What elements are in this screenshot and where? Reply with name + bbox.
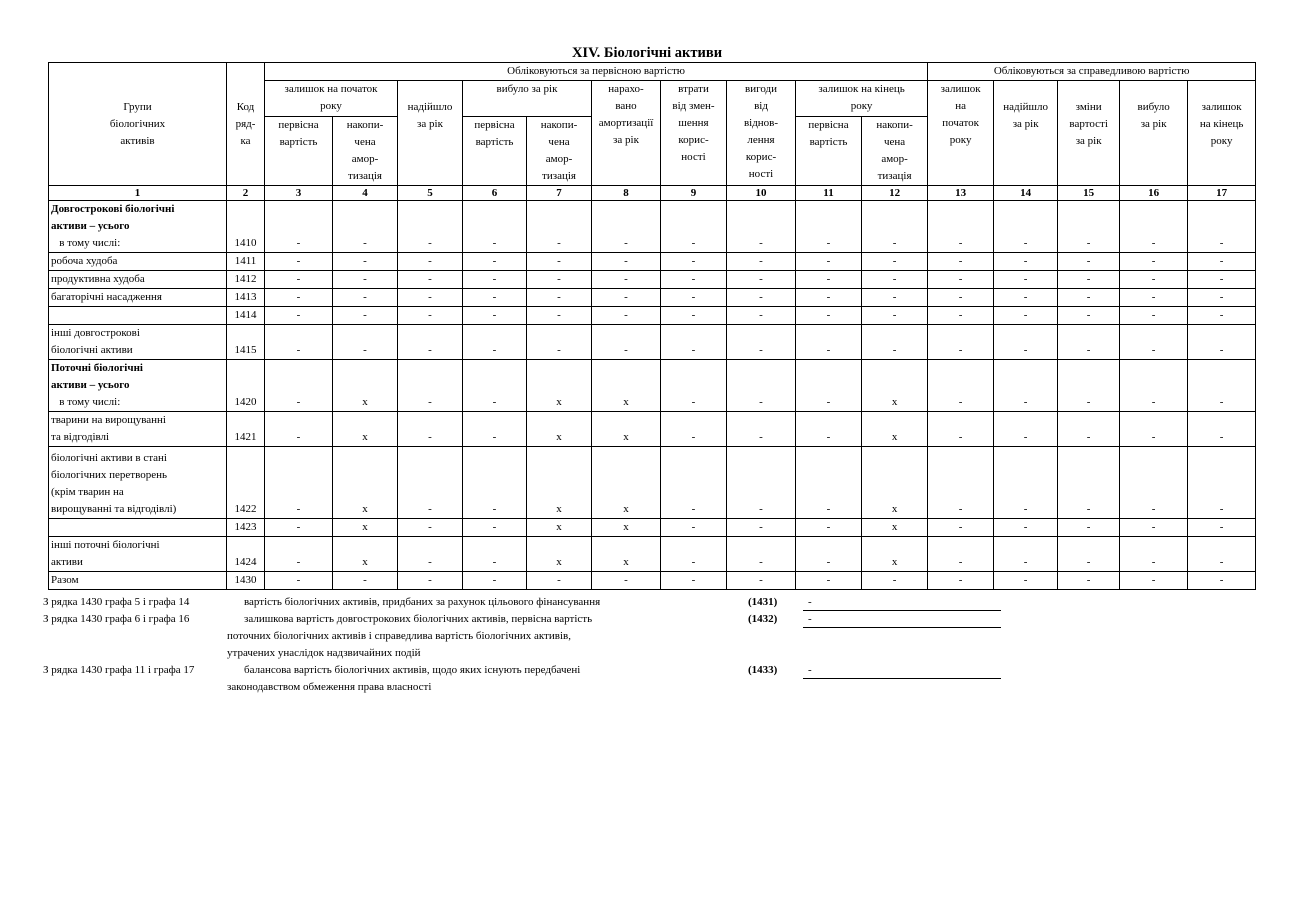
table-cell: -	[928, 360, 994, 412]
row-label-text: біологічні активи в стані біологічних перетворень (крім тварин на вирощуванні та відгодівлі)	[51, 452, 177, 515]
table-cell: -	[1188, 307, 1256, 325]
row-label-text: багаторічні насадження	[51, 291, 162, 303]
row-code: 1430	[227, 572, 265, 590]
table-cell: -	[727, 447, 796, 519]
table-cell: -	[1058, 201, 1120, 253]
table-cell: -	[727, 537, 796, 572]
table-cell: -	[862, 325, 928, 360]
table-row	[49, 307, 1256, 325]
header-balance-end: залишок на кінець року	[796, 81, 928, 117]
table-cell: -	[463, 253, 527, 271]
table-cell: -	[1120, 253, 1188, 271]
column-number: 12	[862, 186, 928, 201]
table-cell: -	[527, 201, 592, 253]
table-cell: -	[592, 271, 661, 289]
table-cell: -	[1188, 289, 1256, 307]
table-cell: -	[928, 519, 994, 537]
table-cell: x	[862, 447, 928, 519]
row-code: 1414	[227, 307, 265, 325]
table-cell: -	[265, 360, 333, 412]
table-cell: -	[661, 447, 727, 519]
column-number: 4	[333, 186, 398, 201]
header-groups: Групи біологічних активів	[49, 63, 227, 186]
table-cell: -	[592, 325, 661, 360]
table-cell: -	[928, 271, 994, 289]
table-cell: -	[463, 271, 527, 289]
table-row	[49, 519, 1256, 537]
note-value: -	[803, 594, 1001, 611]
table-cell: -	[928, 447, 994, 519]
table-cell: -	[796, 307, 862, 325]
table-cell: x	[862, 412, 928, 447]
table-cell: -	[928, 307, 994, 325]
table-cell: -	[796, 412, 862, 447]
row-sublabel: в тому числі:	[51, 396, 121, 408]
column-number: 10	[727, 186, 796, 201]
biological-assets-table	[48, 62, 1256, 590]
note-reference: З рядка 1430 графа 11 і графа 17	[43, 664, 195, 676]
table-cell: -	[265, 519, 333, 537]
column-numbers-row	[49, 186, 1256, 201]
table-cell: -	[265, 572, 333, 590]
row-label-text: робоча худоба	[51, 255, 118, 267]
note-text: вартість біологічних активів, придбаних за рахунок цільового фінансування	[244, 596, 601, 608]
table-cell: -	[928, 289, 994, 307]
table-cell: -	[463, 412, 527, 447]
table-row	[49, 412, 1256, 447]
table-cell: -	[463, 289, 527, 307]
note-line	[43, 611, 1043, 628]
table-cell: -	[727, 271, 796, 289]
table-cell: -	[592, 201, 661, 253]
row-label	[49, 201, 227, 253]
table-cell: -	[1120, 325, 1188, 360]
row-label-text: Разом	[51, 574, 79, 586]
row-code: 1420	[227, 360, 265, 412]
table-cell: -	[398, 572, 463, 590]
row-code: 1410	[227, 201, 265, 253]
table-cell: -	[1120, 537, 1188, 572]
column-number: 1	[49, 186, 227, 201]
column-number: 3	[265, 186, 333, 201]
table-cell: -	[796, 572, 862, 590]
table-cell: -	[1058, 253, 1120, 271]
table-cell: -	[994, 360, 1058, 412]
row-label	[49, 447, 227, 519]
table-cell: -	[796, 360, 862, 412]
table-cell: -	[796, 537, 862, 572]
table-cell: -	[661, 201, 727, 253]
table-cell: x	[333, 537, 398, 572]
note-continuation: утрачених унаслідок надзвичайних подій	[227, 647, 421, 659]
table-cell: -	[661, 289, 727, 307]
table-cell: -	[994, 537, 1058, 572]
row-code: 1412	[227, 271, 265, 289]
table-cell: x	[592, 447, 661, 519]
table-cell: -	[527, 271, 592, 289]
note-continuation: законодавством обмеження права власності	[227, 681, 432, 693]
table-cell: -	[1058, 537, 1120, 572]
table-cell: -	[398, 537, 463, 572]
header-depreciation: нарахо- вано амортизації за рік	[592, 81, 661, 186]
column-number: 8	[592, 186, 661, 201]
header-disposed: вибуло за рік	[463, 81, 592, 117]
table-cell: x	[862, 360, 928, 412]
table-row	[49, 201, 1256, 253]
header-fair-value: Обліковуються за справедливою вартістю	[928, 63, 1256, 81]
table-cell: -	[592, 572, 661, 590]
table-cell: -	[994, 289, 1058, 307]
table-cell: -	[265, 201, 333, 253]
table-cell: -	[592, 289, 661, 307]
table-cell: -	[333, 307, 398, 325]
table-cell: -	[862, 271, 928, 289]
table-cell: -	[333, 325, 398, 360]
table-cell: -	[265, 253, 333, 271]
row-code: 1424	[227, 537, 265, 572]
table-cell: -	[1188, 537, 1256, 572]
table-cell: -	[265, 412, 333, 447]
table-cell: -	[994, 572, 1058, 590]
header-balance-start: залишок на початок року	[265, 81, 398, 117]
table-cell: x	[527, 519, 592, 537]
table-cell: -	[1120, 271, 1188, 289]
row-label	[49, 360, 227, 412]
table-cell: -	[661, 572, 727, 590]
table-cell: x	[862, 537, 928, 572]
row-code: 1421	[227, 412, 265, 447]
table-cell: -	[928, 537, 994, 572]
table-cell: -	[333, 253, 398, 271]
table-cell: -	[592, 253, 661, 271]
table-row	[49, 325, 1256, 360]
table-cell: -	[994, 447, 1058, 519]
table-cell: -	[862, 307, 928, 325]
table-cell: -	[994, 519, 1058, 537]
table-cell: -	[398, 289, 463, 307]
table-cell: -	[1120, 307, 1188, 325]
table-cell: -	[928, 325, 994, 360]
table-cell: -	[727, 325, 796, 360]
table-cell: -	[265, 537, 333, 572]
table-cell: -	[727, 201, 796, 253]
table-cell: -	[661, 412, 727, 447]
table-cell: x	[592, 412, 661, 447]
header-accum-amort: накопи- чена амор- тизація	[862, 117, 928, 186]
table-cell: -	[265, 325, 333, 360]
table-cell: -	[1120, 289, 1188, 307]
table-row	[49, 253, 1256, 271]
table-cell: -	[928, 253, 994, 271]
table-cell: x	[862, 519, 928, 537]
column-number: 14	[994, 186, 1058, 201]
header-accum-amort: накопи- чена амор- тизація	[527, 117, 592, 186]
table-cell: -	[265, 289, 333, 307]
table-cell: -	[1058, 289, 1120, 307]
note-code: (1431)	[748, 596, 778, 608]
table-cell: -	[928, 201, 994, 253]
table-cell: x	[333, 412, 398, 447]
table-row	[49, 537, 1256, 572]
table-cell: -	[661, 519, 727, 537]
table-cell: -	[463, 201, 527, 253]
table-cell: -	[796, 325, 862, 360]
note-line	[43, 594, 1043, 611]
header-initial-value: первісна вартість	[796, 117, 862, 186]
table-cell: -	[463, 537, 527, 572]
header-initial-value: первісна вартість	[265, 117, 333, 186]
table-cell: -	[527, 325, 592, 360]
table-cell: -	[1120, 412, 1188, 447]
table-cell: -	[796, 519, 862, 537]
table-cell: -	[994, 201, 1058, 253]
table-cell: -	[527, 572, 592, 590]
header-accum-amort: накопи- чена амор- тизація	[333, 117, 398, 186]
table-cell: x	[527, 412, 592, 447]
row-label	[49, 271, 227, 289]
table-cell: -	[862, 572, 928, 590]
table-cell: -	[796, 201, 862, 253]
table-cell: -	[1058, 325, 1120, 360]
note-code: (1433)	[748, 664, 778, 676]
header-initial-value: первісна вартість	[463, 117, 527, 186]
table-cell: -	[796, 271, 862, 289]
table-cell: -	[463, 325, 527, 360]
row-label	[49, 289, 227, 307]
row-code: 1415	[227, 325, 265, 360]
row-label-text: інші довгострокові біологічні активи	[51, 327, 140, 356]
row-label-text: тварини на вирощуванні та відгодівлі	[51, 414, 166, 443]
header-initial-cost: Обліковуються за первісною вартістю	[265, 63, 928, 81]
table-cell: x	[592, 360, 661, 412]
note-code: (1432)	[748, 613, 778, 625]
header-received: надійшло за рік	[398, 81, 463, 186]
table-cell: -	[463, 307, 527, 325]
table-cell: -	[1188, 325, 1256, 360]
table-cell: -	[1188, 271, 1256, 289]
table-cell: -	[661, 271, 727, 289]
table-cell: -	[1120, 447, 1188, 519]
column-number: 6	[463, 186, 527, 201]
table-cell: -	[333, 201, 398, 253]
header-fv-received: надійшло за рік	[994, 81, 1058, 186]
table-cell: -	[862, 253, 928, 271]
table-cell: -	[1120, 201, 1188, 253]
table-cell: -	[994, 412, 1058, 447]
header-fv-end: залишок на кінець року	[1188, 81, 1256, 186]
table-cell: -	[1188, 519, 1256, 537]
table-cell: -	[994, 253, 1058, 271]
table-cell: -	[661, 253, 727, 271]
row-code: 1422	[227, 447, 265, 519]
table-cell: -	[1058, 447, 1120, 519]
table-cell: -	[727, 519, 796, 537]
table-cell: -	[994, 307, 1058, 325]
table-cell: -	[862, 201, 928, 253]
table-cell: x	[333, 519, 398, 537]
table-cell: -	[661, 537, 727, 572]
table-row	[49, 572, 1256, 590]
table-row	[49, 271, 1256, 289]
note-reference: З рядка 1430 графа 5 і графа 14	[43, 596, 190, 608]
table-cell: -	[727, 307, 796, 325]
table-cell: -	[1058, 412, 1120, 447]
table-cell: -	[994, 271, 1058, 289]
column-number: 17	[1188, 186, 1256, 201]
table-cell: -	[398, 271, 463, 289]
column-number: 7	[527, 186, 592, 201]
table-cell: -	[1188, 253, 1256, 271]
table-cell: -	[928, 572, 994, 590]
table-cell: -	[994, 325, 1058, 360]
column-number: 11	[796, 186, 862, 201]
row-sublabel: в тому числі:	[51, 237, 121, 249]
table-cell: -	[727, 289, 796, 307]
table-cell: -	[1188, 201, 1256, 253]
table-cell: -	[727, 360, 796, 412]
row-code: 1423	[227, 519, 265, 537]
table-cell: -	[1058, 307, 1120, 325]
table-cell: -	[1058, 572, 1120, 590]
row-label	[49, 307, 227, 325]
table-cell: -	[1120, 360, 1188, 412]
table-cell: -	[1058, 519, 1120, 537]
table-cell: -	[1120, 572, 1188, 590]
table-cell: x	[592, 519, 661, 537]
table-cell: -	[1058, 271, 1120, 289]
header-fv-start: залишок на початок року	[928, 81, 994, 186]
table-cell: -	[463, 360, 527, 412]
table-cell: -	[796, 447, 862, 519]
row-code: 1413	[227, 289, 265, 307]
table-cell: -	[333, 289, 398, 307]
table-cell: -	[398, 447, 463, 519]
table-row	[49, 289, 1256, 307]
header-fv-changes: зміни вартості за рік	[1058, 81, 1120, 186]
table-cell: -	[398, 253, 463, 271]
table-cell: x	[527, 537, 592, 572]
table-cell: -	[661, 307, 727, 325]
table-cell: -	[928, 412, 994, 447]
table-cell: -	[398, 519, 463, 537]
table-cell: -	[661, 360, 727, 412]
header-code: Код ряд- ка	[227, 63, 265, 186]
row-label	[49, 325, 227, 360]
column-number: 2	[227, 186, 265, 201]
table-cell: -	[398, 412, 463, 447]
row-label	[49, 572, 227, 590]
note-text: балансова вартість біологічних активів, щодо яких існують передбачені	[244, 664, 581, 676]
table-cell: -	[527, 253, 592, 271]
table-cell: -	[463, 572, 527, 590]
column-number: 15	[1058, 186, 1120, 201]
row-label-text: продуктивна худоба	[51, 273, 145, 285]
table-cell: -	[463, 447, 527, 519]
row-code: 1411	[227, 253, 265, 271]
table-cell: -	[265, 307, 333, 325]
header-fv-disposed: вибуло за рік	[1120, 81, 1188, 186]
column-number: 9	[661, 186, 727, 201]
table-cell: -	[1058, 360, 1120, 412]
header-impairment-gain: вигоди від віднов- лення корис- ності	[727, 81, 796, 186]
table-cell: x	[592, 537, 661, 572]
table-cell: -	[398, 360, 463, 412]
header-impairment-loss: втрати від змен- шення корис- ності	[661, 81, 727, 186]
table-cell: x	[527, 360, 592, 412]
table-cell: -	[265, 447, 333, 519]
table-cell: x	[527, 447, 592, 519]
section-title: XIV. Біологічні активи	[571, 45, 723, 61]
column-number: 16	[1120, 186, 1188, 201]
note-value: -	[803, 611, 1001, 628]
note-reference: З рядка 1430 графа 6 і графа 16	[43, 613, 190, 625]
note-text: залишкова вартість довгострокових біологічних активів, первісна вартість	[244, 613, 593, 625]
table-cell: -	[1188, 412, 1256, 447]
table-cell: -	[527, 307, 592, 325]
table-cell: -	[862, 289, 928, 307]
note-continuation: поточних біологічних активів і справедлива вартість біологічних активів,	[227, 630, 571, 642]
table-cell: -	[463, 519, 527, 537]
table-cell: -	[727, 412, 796, 447]
footnotes	[43, 594, 1043, 696]
row-label-text: Довгострокові біологічні активи – усього	[51, 203, 175, 232]
table-row	[49, 360, 1256, 412]
note-value: -	[803, 662, 1001, 679]
table-cell: -	[398, 201, 463, 253]
table-cell: -	[398, 307, 463, 325]
table-cell: -	[796, 253, 862, 271]
table-cell: -	[333, 572, 398, 590]
table-cell: -	[527, 289, 592, 307]
table-cell: -	[727, 572, 796, 590]
note-line	[43, 662, 1043, 679]
table-cell: -	[661, 325, 727, 360]
table-cell: -	[592, 307, 661, 325]
row-label	[49, 519, 227, 537]
table-row	[49, 447, 1256, 519]
table-cell: -	[265, 271, 333, 289]
row-label	[49, 412, 227, 447]
column-number: 13	[928, 186, 994, 201]
table-cell: -	[1120, 519, 1188, 537]
row-label	[49, 537, 227, 572]
table-cell: -	[1188, 572, 1256, 590]
table-cell: -	[398, 325, 463, 360]
table-cell: x	[333, 360, 398, 412]
table-cell: -	[1188, 447, 1256, 519]
table-cell: -	[796, 289, 862, 307]
table-cell: -	[1188, 360, 1256, 412]
table-cell: x	[333, 447, 398, 519]
row-label-text: Поточні біологічні активи – усього	[51, 362, 143, 391]
column-number: 5	[398, 186, 463, 201]
row-label	[49, 253, 227, 271]
table-cell: -	[333, 271, 398, 289]
row-label-text: інші поточні біологічні активи	[51, 539, 160, 568]
table-cell: -	[727, 253, 796, 271]
